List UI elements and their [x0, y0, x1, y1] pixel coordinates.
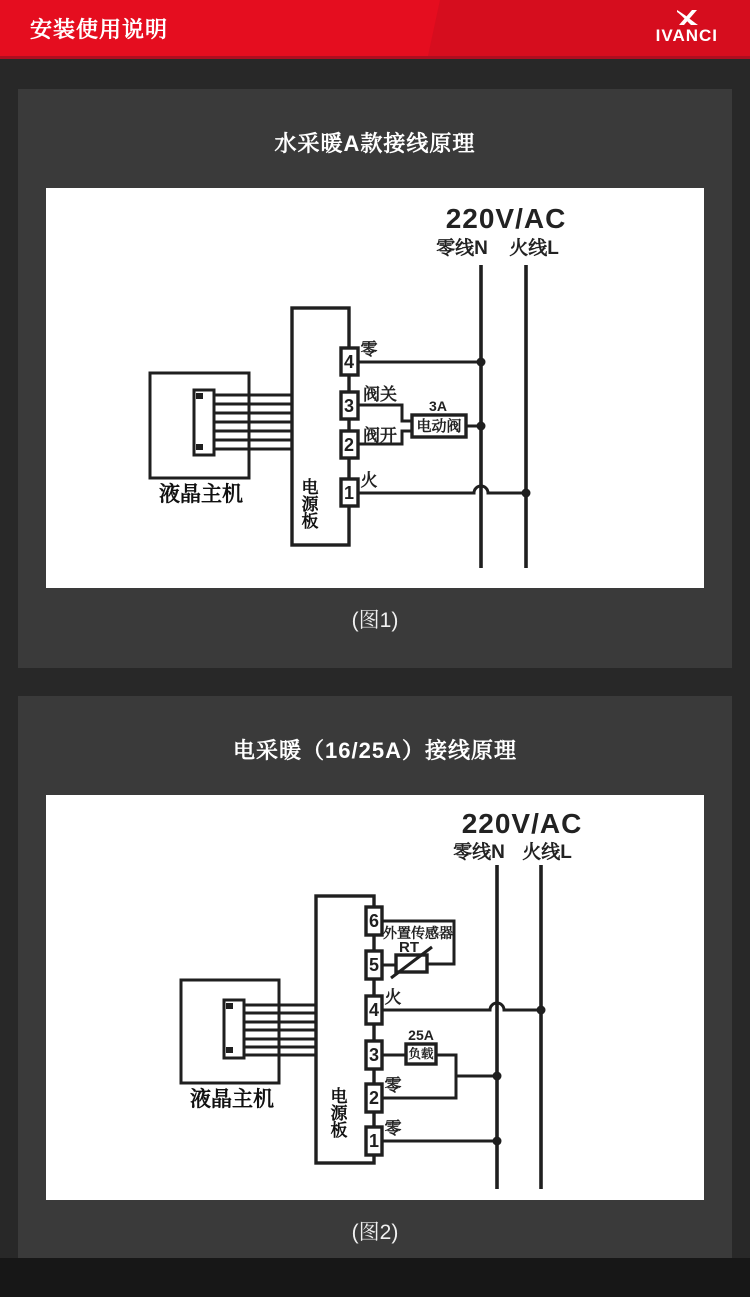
panel-electric-heating	[18, 696, 732, 1280]
label-neutral-wire: 零	[360, 340, 378, 359]
motor-valve-label: 电动阀	[416, 418, 462, 435]
wiring-diagram-1-svg	[46, 188, 704, 588]
connector-key	[196, 444, 203, 450]
load-label: 负载	[408, 1047, 434, 1061]
lcd-unit-label: 液晶主机	[159, 483, 243, 506]
junction-dot	[477, 422, 486, 431]
panel-water-heating	[18, 89, 732, 668]
power-board-label: 电源板	[327, 1087, 347, 1138]
junction-dot	[537, 1006, 546, 1015]
connector-key	[226, 1003, 233, 1009]
wiring-diagram-water	[46, 188, 704, 588]
terminal-4-number: 4	[368, 1000, 380, 1020]
brand-x-icon	[675, 10, 699, 25]
junction-dot	[493, 1072, 502, 1081]
label-live-wire: 火	[384, 988, 402, 1007]
terminal-1-number: 1	[368, 1131, 380, 1151]
ribbon-cable	[214, 395, 294, 449]
terminal-2-number: 2	[368, 1088, 380, 1108]
neutral-label: 零线N	[453, 842, 505, 863]
supply-voltage-label: 220V/AC	[445, 203, 567, 234]
supply-voltage-label: 220V/AC	[461, 808, 583, 839]
external-sensor-label: 外置传感器	[383, 925, 453, 941]
wire-valve-close	[358, 405, 412, 421]
terminal-2-number: 2	[343, 435, 355, 455]
panel-title: 水采暖A款接线原理	[274, 131, 476, 156]
label-valve-open: 阀开	[363, 426, 397, 445]
connector-key	[196, 393, 203, 399]
label-neutral-wire-t1: 零	[384, 1119, 402, 1138]
terminal-6-number: 6	[368, 911, 380, 931]
terminal-3-number: 3	[368, 1045, 380, 1065]
neutral-label: 零线N	[436, 238, 488, 259]
terminal-3-number: 3	[343, 396, 355, 416]
connector-key	[226, 1047, 233, 1053]
junction-dot	[493, 1137, 502, 1146]
page-header	[0, 0, 750, 59]
wire-live-t4	[382, 1003, 541, 1010]
terminal-4-number: 4	[343, 352, 355, 372]
ribbon-cable	[244, 1005, 317, 1055]
junction-dot	[522, 489, 531, 498]
junction-dot	[477, 358, 486, 367]
live-label: 火线L	[509, 238, 559, 259]
page-title: 安装使用说明	[30, 16, 169, 42]
brand-name: IVANCI	[655, 26, 718, 45]
label-live-wire: 火	[360, 471, 378, 490]
figure-1-caption: (图1)	[351, 609, 399, 632]
power-board-label: 电源板	[298, 478, 318, 529]
terminal-1-number: 1	[343, 483, 355, 503]
panel-title: 电采暖（16/25A）接线原理	[233, 738, 517, 763]
terminal-5-number: 5	[368, 955, 380, 975]
brand-logo	[656, 10, 750, 46]
lcd-unit-label: 液晶主机	[190, 1088, 274, 1111]
valve-rating-label: 3A	[429, 398, 447, 414]
footer-strip	[0, 1258, 750, 1297]
live-label: 火线L	[522, 842, 572, 863]
wiring-diagram-electric	[46, 795, 704, 1200]
load-rating-label: 25A	[408, 1027, 434, 1043]
wire-live-t1	[358, 486, 526, 493]
label-neutral-wire-t2: 零	[384, 1076, 402, 1095]
figure-2-caption: (图2)	[351, 1221, 399, 1244]
rt-label: RT	[399, 939, 419, 956]
label-valve-close: 阀关	[363, 385, 397, 404]
wiring-diagram-2-svg	[46, 795, 704, 1200]
